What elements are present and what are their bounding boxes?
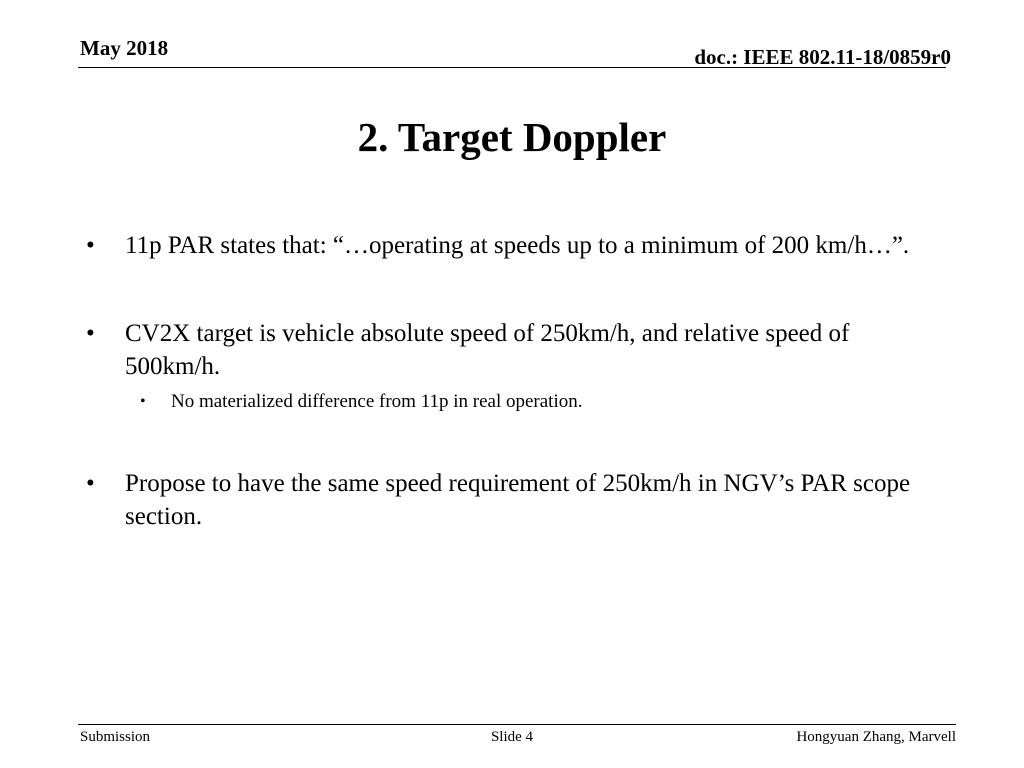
bullet-marker: • (86, 232, 95, 259)
sub-bullet-item (82, 389, 942, 415)
header-doc-id: doc.: IEEE 802.11-18/0859r0 (694, 45, 951, 69)
bullet-text: CV2X target is vehicle absolute speed of 250km/h, and relative speed of 500km/h. (125, 320, 850, 380)
bullet-marker: • (86, 320, 95, 347)
header-divider (78, 67, 946, 68)
slide-title: 2. Target Doppler (357, 114, 667, 160)
bullet-marker: • (86, 470, 95, 497)
footer-author: Hongyuan Zhang, Marvell (796, 729, 956, 745)
footer-divider (78, 724, 956, 725)
sub-bullet-text: No materialized difference from 11p in real operation. (171, 391, 583, 412)
bullet-list (82, 229, 942, 533)
bullet-item (82, 467, 942, 533)
bullet-item (82, 317, 942, 383)
footer-slide-number: Slide 4 (490, 729, 534, 745)
sub-bullet-marker: • (140, 393, 146, 410)
footer-submission: Submission (80, 729, 151, 745)
bullet-text: 11p PAR states that: “…operating at speeds up to a minimum of 200 km/h…”. (125, 232, 910, 259)
header-date: May 2018 (80, 36, 169, 60)
bullet-item (82, 229, 942, 262)
bullet-text: Propose to have the same speed requirement of 250km/h in NGV’s PAR scope section. (125, 470, 911, 530)
